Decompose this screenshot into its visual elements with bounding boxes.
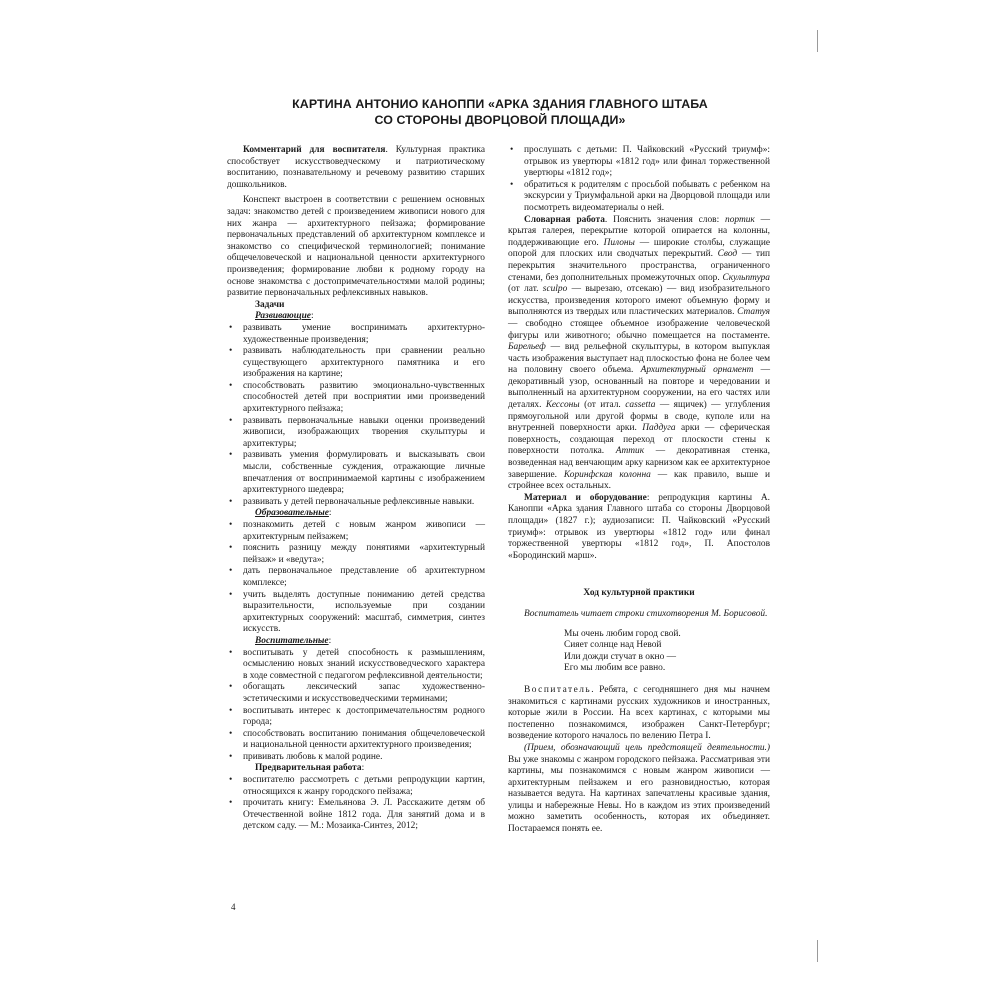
- poem-line: Или дожди стучат в окно —: [564, 651, 676, 662]
- vocab-definition: (от лат.: [508, 284, 543, 295]
- material-text: : репродукция картины А. Каноппи «Арка здания Главного штаба со стороны Дворцовой площади» (1827 г.); аудиозаписи: П. Чайковский «Русский триумф»: отрывок из увертюры «1812 год» или финал торжественной увертюры «1812 год», П. Апостолов «Бородинский марш».: [508, 492, 770, 561]
- vocab-definition: — вырезаю, отсекаю) — вид изобразительного искусства, произведения которого имеют объемную форму и выполняются из твердых или пластических материалов.: [508, 284, 770, 318]
- upbringing-list: [227, 648, 485, 764]
- vocab-paragraph: [508, 215, 770, 493]
- vocab-definition: — тип перекрытия значительного пространства, ограниченного стенами, без дополнительных промежуточных опор.: [508, 249, 770, 283]
- upbringing-heading: Воспитательные:: [255, 635, 332, 646]
- prelim-label: Предварительная работа: [255, 763, 362, 774]
- vocab-term: Паддуга: [642, 423, 676, 434]
- comment-label: Комментарий для воспитателя: [243, 145, 386, 155]
- educational-item: • учить выделять доступные пониманию детей средства выразительности, используемые при создании архитектурных сооружений: масштаб, симметрия, синтез искусств.: [227, 590, 485, 636]
- upbringing-label: Воспитательные: [255, 635, 329, 646]
- speech-paragraph-1: [508, 685, 770, 743]
- right-column: [508, 145, 770, 836]
- educational-item: • познакомить детей с новым жанром живописи — архитектурным пейзажем;: [227, 520, 485, 543]
- practice-heading: Ход культурной практики: [583, 588, 695, 599]
- page-title: [227, 96, 773, 128]
- poem-line: Его мы любим все равно.: [564, 663, 666, 674]
- upbringing-item: • прививать любовь к малой родине.: [227, 752, 485, 764]
- developing-list: [227, 323, 485, 509]
- prelim-item: • обратиться к родителям с просьбой побывать с ребенком на экскурсии у Триумфальной арки на Дворцовой площади или посмотреть видеоматериалы о ней.: [508, 180, 770, 215]
- vocab-term: Аттик: [615, 446, 645, 457]
- upbringing-item: • воспитывать у детей способность к размышлениям, осмыслению новых знаний искусствоведческого характера в ходе совместной с педагогом рефлексивной деятельности;: [227, 648, 485, 683]
- developing-item: • развивать умение воспринимать архитектурно-художественные произведения;: [227, 323, 485, 346]
- vocab-term: Архитектурный орнамент: [640, 365, 754, 376]
- crop-mark-top: [817, 30, 818, 52]
- vocab-term: портик: [725, 214, 755, 225]
- reading-intro: Воспитатель читает строки стихотворения М. Борисовой.: [524, 608, 768, 619]
- vocab-definition: арки — сферическая поверхность, создающая переход от плоскости стены к поверхности потолка.: [508, 423, 770, 457]
- educational-item: • дать первоначальное представление об архитектурном комплексе;: [227, 566, 485, 589]
- prelim-item: • прочитать книгу: Емельянова Э. Л. Расскажите детям об Отечественной войне 1812 года. Для занятий дома и в детском саду. — М.: Мозаика-Синтез, 2012;: [227, 798, 485, 833]
- vocab-term: cassetta: [625, 400, 656, 411]
- prelim-heading: Предварительная работа:: [255, 763, 365, 774]
- prelim-item: • прослушать с детьми: П. Чайковский «Русский триумф»: отрывок из увертюры «1812 год» или финал торжественной увертюры «1812 год»;: [508, 145, 770, 180]
- prelim-list-continued: [508, 145, 770, 215]
- vocab-definition: — крытая галерея, перекрытие которой опирается на колонны, поддерживающие его.: [508, 214, 771, 248]
- comment-text: . Культурная практика способствует искусствоведческому и патриотическому воспитанию, познавательному и речевому развитию старших дошкольников.: [227, 145, 485, 190]
- vocab-definition: — декоративный узор, основанный на повторе и чередовании и выполненный на архитектурном сооружении, на его частях или деталях.: [508, 365, 771, 411]
- vocab-label: Словарная работа: [524, 214, 605, 225]
- material-label: Материал и оборудование: [524, 492, 647, 503]
- method-remark: (Прием, обозначающий цель предстоящей деятельности.): [524, 742, 770, 753]
- upbringing-item: • воспитывать интерес к достопримечательностям родного города;: [227, 706, 485, 729]
- developing-heading: Развивающие:: [255, 311, 314, 322]
- developing-item: • способствовать развитию эмоционально-чувственных способностей детей при восприятии ими произведений архитектурного пейзажа;: [227, 381, 485, 416]
- vocab-term: Свод: [717, 249, 738, 260]
- text-columns: [227, 145, 773, 915]
- educational-list: [227, 520, 485, 636]
- developing-item: • развивать у детей первоначальные рефлексивные навыки.: [227, 497, 485, 509]
- upbringing-item: • обогащать лексический запас художественно-эстетическими и искусствоведческими терминами;: [227, 682, 485, 705]
- vocab-intro: . Пояснить значения слов:: [604, 214, 726, 225]
- poem-line: Мы очень любим город свой.: [564, 628, 681, 639]
- vocab-definition: (от итал.: [579, 400, 626, 411]
- speaker-label: Воспитатель: [524, 684, 592, 695]
- prelim-list: [227, 775, 485, 833]
- speech-text-1: . Ребята, с сегодняшнего дня мы начнем знакомиться с картинами русских художников и иностранных, которые жили в России. На всех картинах, с которыми мы постепенно познакомимся, изображен Санкт-Петербург; возведение которого началось по велению Петра I.: [508, 684, 770, 742]
- vocab-body: [508, 215, 770, 492]
- speech-text-2: Вы уже знакомы с жанром городского пейзажа. Рассматривая эти картины, мы познакомимся с новым жанром живописи — архитектурным пейзажем и его разновидностью, которая называется ведута. На картинах запечатлены красивые здания, улицы и набережные Невы. Но в каждом из этих произведений можно заметить особенность, которая их объединяет. Постараемся понять ее.: [508, 754, 770, 835]
- educational-heading: Образовательные:: [255, 508, 332, 519]
- tasks-heading: Задачи: [255, 299, 285, 310]
- title-line-1: КАРТИНА АНТОНИО КАНОППИ «АРКА ЗДАНИЯ ГЛАВНОГО ШТАБА: [292, 97, 708, 111]
- vocab-definition: — декоративная стенка, возведенная над венчающим арку карнизом как ее архитектурное завершение.: [508, 446, 770, 480]
- vocab-term: Коринфская колонна: [563, 469, 651, 480]
- crop-mark-bottom: [817, 940, 818, 962]
- vocab-term: sculpo: [542, 284, 568, 295]
- title-line-2: СО СТОРОНЫ ДВОРЦОВОЙ ПЛОЩАДИ»: [374, 113, 626, 127]
- vocab-term: Кессоны: [545, 400, 580, 411]
- developing-item: • развивать наблюдательность при сравнении реально существующего архитектурного памятника и его изображения на картине;: [227, 346, 485, 381]
- educational-label: Образовательные: [255, 508, 329, 519]
- left-column: [227, 145, 485, 833]
- vocab-term: Пилоны: [603, 237, 635, 248]
- vocab-term: Скульптура: [722, 272, 770, 283]
- speech-paragraph-2: [508, 743, 770, 836]
- vocab-definition: — широкие столбы, служащие опорой для плоских или сводчатых перекрытий.: [508, 237, 770, 260]
- educational-item: • пояснить разницу между понятиями «архитектурный пейзаж» и «ведута»;: [227, 543, 485, 566]
- poem: [564, 629, 770, 675]
- upbringing-item: • способствовать воспитанию понимания общечеловеческой и национальной ценности архитектурного произведения;: [227, 729, 485, 752]
- vocab-definition: — как правило, выше и стройнее всех остальных.: [508, 469, 770, 492]
- developing-label: Развивающие: [255, 311, 311, 322]
- konspekt-paragraph: Конспект выстроен в соответствии с решением основных задач: знакомство детей с произведением живописи нового для них жанра — архитектурного пейзажа; формирование первоначальных представлений об архитектурном комплексе и знакомство со специфической терминологией; понимание общечеловеческой и национальной ценности архитектурного произведения; формирование любви к родному городу на основе знакомства с достопримечательностями малой родины; развитие первоначальных рефлексивных навыков.: [227, 195, 485, 299]
- prelim-item: • воспитателю рассмотреть с детьми репродукции картин, относящихся к жанру городского пейзажа;: [227, 775, 485, 798]
- poem-line: Сияет солнце над Невой: [564, 640, 662, 651]
- vocab-definition: — свободно стоящее объемное изображение человеческой фигуры или животного; обычно помещается на постаменте.: [508, 318, 770, 341]
- developing-item: • развивать умения формулировать и высказывать свои мысли, собственные суждения, отражающие личные впечатления от воспринимаемой картины с изображением архитектурного шедевра;: [227, 450, 485, 496]
- vocab-term: Барельеф: [508, 342, 546, 353]
- vocab-definition: — вид рельефной скульптуры, в котором выпуклая часть изображения выступает над плоскостью фона не более чем на половину своего объема.: [508, 342, 770, 376]
- page-number: 4: [231, 902, 236, 912]
- comment-paragraph: [227, 145, 485, 191]
- vocab-definition: — ящичек) — углубления прямоугольной или другой формы в своде, куполе или на внутренней поверхности арки.: [508, 400, 771, 434]
- developing-item: • развивать первоначальные навыки оценки произведений живописи, изображающих творения скульптуры и архитектуры;: [227, 416, 485, 451]
- document-page: [227, 96, 773, 915]
- vocab-term: Статуя: [737, 307, 770, 318]
- material-paragraph: [508, 493, 770, 563]
